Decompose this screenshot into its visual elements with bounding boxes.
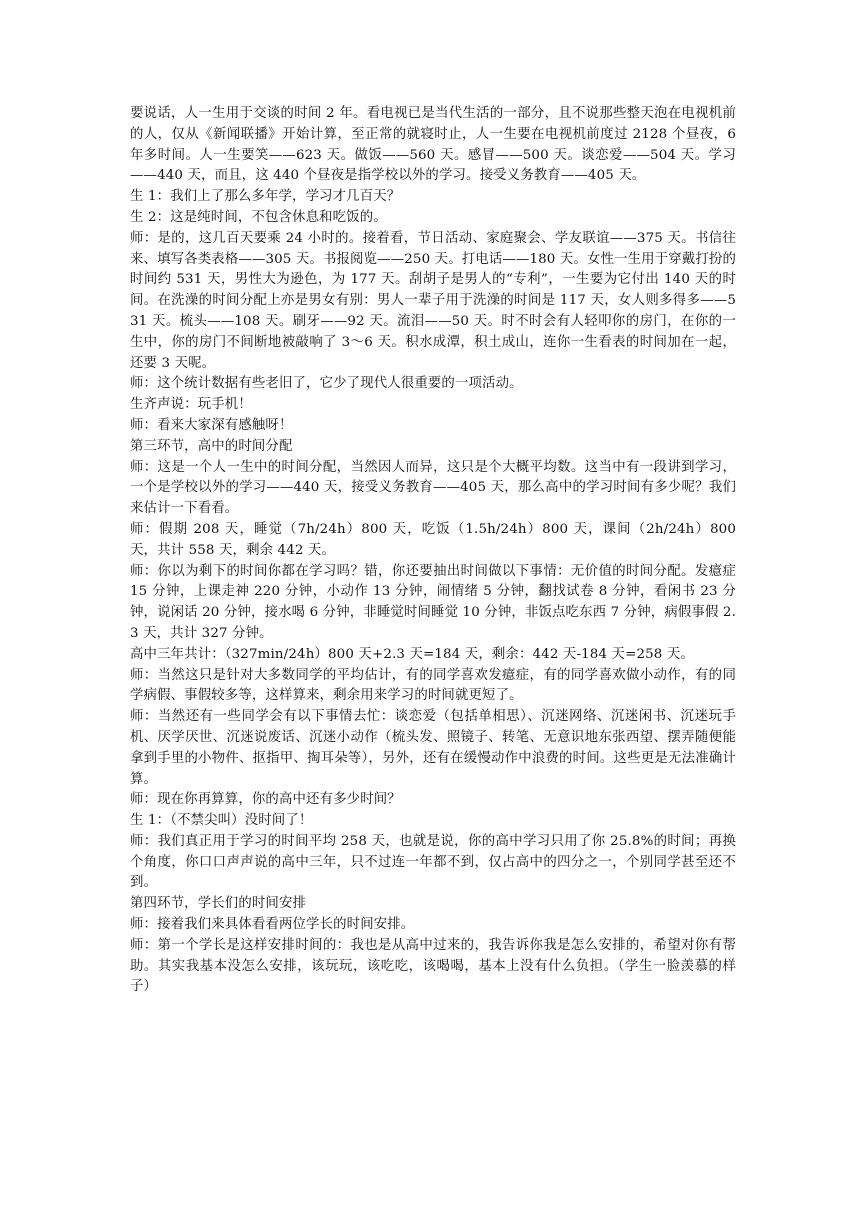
paragraph-teacher-recalc: 师：现在你再算算，你的高中还有多少时间？ (130, 792, 401, 808)
paragraph-teacher-holiday-calc: 师：假期 208 天，睡觉（7h/24h）800 天，吃饭（1.5h/24h）800 天，课间（2h/24h）800 天，共计 558 天，剩余 442 天。 (130, 521, 736, 558)
paragraph-teacher-more-stats: 师：是的，这几百天要乘 24 小时的。接着看，节日活动、家庭聚会、学友联谊——375 天。书信往来、填写各类表格——305 天。书报阅览——250 天。打电话——180 天。女性一生用于穿戴打扮的时间约 531 天，男性大为逊色，为 177 天。刮胡子是男人的“专利”，一生要为它付出 140 天的时间。在洗澡的时间分配上亦是男女有别：男人一辈子用于洗澡的时间是 117 天，女人则多得多——531 天。梳头——108 天。刷牙——92 天。流泪——50 天。时不时会有人轻叩你的房门，在你的一生中，你的房门不间断地被敲响了 3～6 天。积水成潭，积土成山，连你一生看表的时间加在一起，还要 3 天呢。 (130, 230, 736, 371)
document-page (130, 104, 736, 998)
paragraph-student2-answer: 生 2：这是纯时间，不包含休息和吃饭的。 (130, 209, 387, 225)
paragraph-teacher-comment: 师：看来大家深有感触呀！ (130, 417, 293, 433)
paragraph-class-chorus: 生齐声说：玩手机！ (130, 397, 252, 413)
paragraph-teacher-average-note: 师：当然这只是针对大多数同学的平均估计，有的同学喜欢发癔症，有的同学喜欢做小动作，有的同学病假、事假较多等，这样算来，剩余用来学习的时间就更短了。 (130, 667, 736, 704)
paragraph-teacher-conclusion: 师：我们真正用于学习的时间平均 258 天，也就是说，你的高中学习只用了你 25.8%的时间；再换个角度，你口口声声说的高中三年，只不过连一年都不到，仅占高中的四分之一，个别同学甚至还不到。 (130, 833, 736, 891)
paragraph-student1-question: 生 1：我们上了那么多年学，学习才几百天？ (130, 189, 401, 205)
paragraph-life-time-stats: 要说话，人一生用于交谈的时间 2 年。看电视已是当代生活的一部分，且不说那些整天泡在电视机前的人，仅从《新闻联播》开始计算，至正常的就寝时止，人一生要在电视机前度过 2128 个昼夜，6 年多时间。人一生要笑——623 天。做饭——560 天。感冒——500 天。谈恋爱——504 天。学习——440 天，而且，这 440 个昼夜是指学校以外的学习。接受义务教育——405 天。 (130, 106, 736, 184)
paragraph-teacher-wasted-time: 师：你以为剩下的时间你都在学习吗？错，你还要抽出时间做以下事情：无价值的时间分配。发癔症 15 分钟，上课走神 220 分钟，小动作 13 分钟，闹情绪 5 分钟，翻找试卷 8 分钟，看闲书 23 分钟，说闲话 20 分钟，接水喝 6 分钟，非睡觉时间睡觉 10 分钟，非饭点吃东西 7 分钟，病假事假 2.3 天，共计 327 分钟。 (130, 563, 736, 641)
section-heading-4: 第四环节，学长们的时间安排 (130, 896, 307, 912)
paragraph-student1-exclaim: 生 1：（不禁尖叫）没时间了！ (130, 813, 313, 829)
paragraph-teacher-seniors-intro: 师：接着我们来具体看看两位学长的时间安排。 (130, 917, 415, 933)
paragraph-teacher-distractions: 师：当然还有一些同学会有以下事情去忙：谈恋爱（包括单相思）、沉迷网络、沉迷闲书、沉迷玩手机、厌学厌世、沉迷说废话、沉迷小动作（梳头发、照镜子、转笔、无意识地东张西望、摆弄随便能拿到手里的小物件、抠指甲、掏耳朵等），另外，还有在缓慢动作中浪费的时间。这些更是无法准确计算。 (130, 709, 736, 787)
paragraph-teacher-intro-highschool: 师：这是一个人一生中的时间分配，当然因人而异，这只是个大概平均数。这当中有一段讲到学习，一个是学校以外的学习——440 天，接受义务教育——405 天，那么高中的学习时间有多少呢？我们来估计一下看看。 (130, 459, 736, 517)
paragraph-teacher-outdated: 师：这个统计数据有些老旧了，它少了现代人很重要的一项活动。 (130, 376, 523, 392)
section-heading-3: 第三环节，高中的时间分配 (130, 438, 293, 454)
paragraph-three-year-total: 高中三年共计：（327min/24h）800 天+2.3 天=184 天，剩余：442 天-184 天=258 天。 (130, 646, 694, 662)
paragraph-teacher-first-senior: 师：第一个学长是这样安排时间的：我也是从高中过来的，我告诉你我是怎么安排的，希望对你有帮助。其实我基本没怎么安排，该玩玩，该吃吃，该喝喝，基本上没有什么负担。（学生一脸羡慕的样子） (130, 937, 736, 995)
